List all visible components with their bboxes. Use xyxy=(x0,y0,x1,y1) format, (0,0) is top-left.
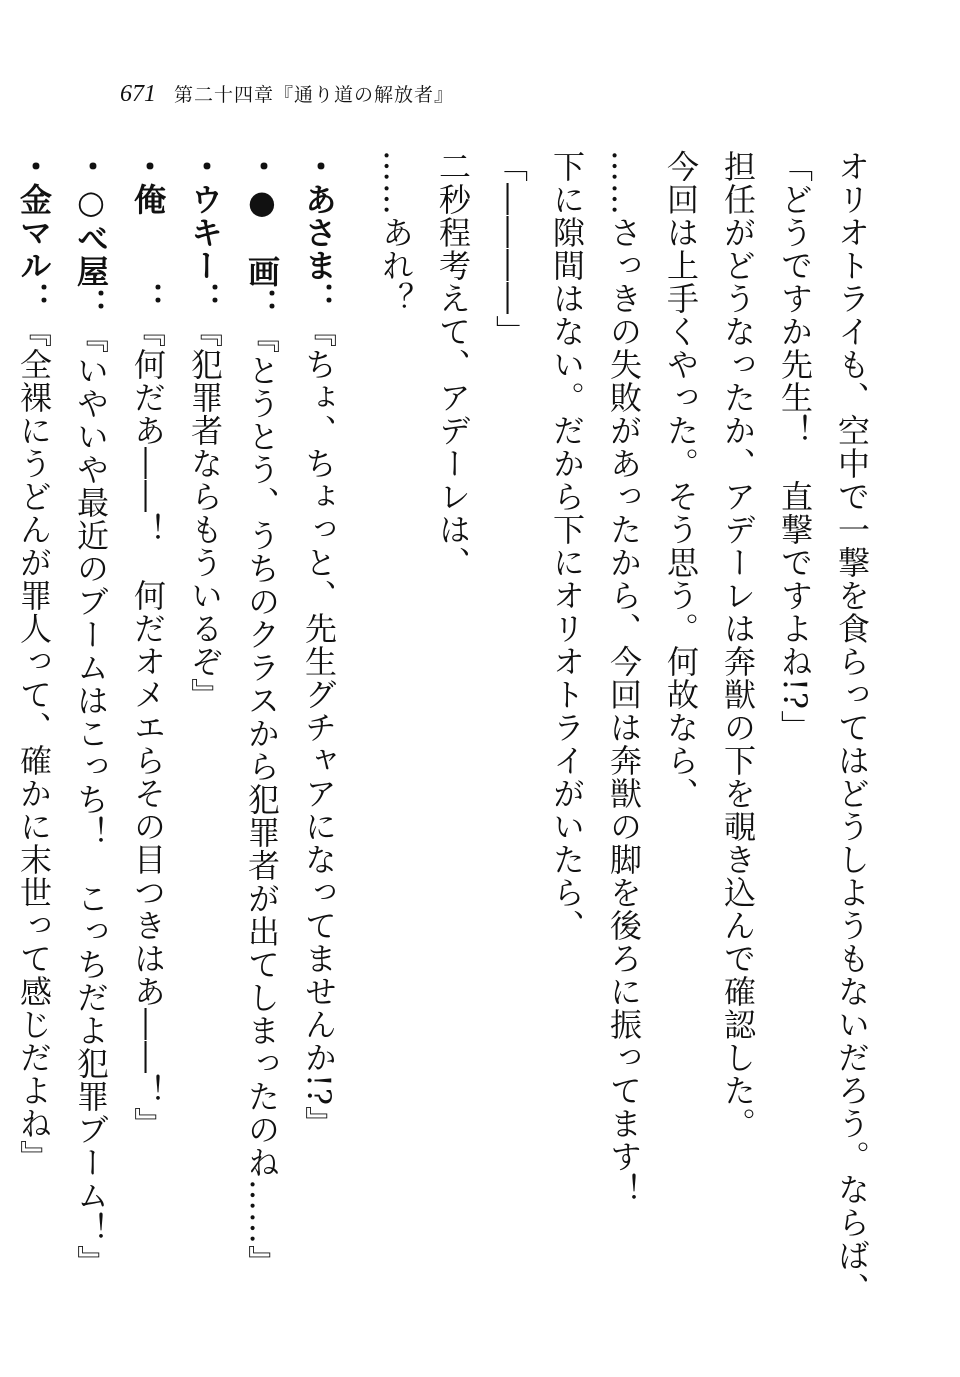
chat-message: 『いやいや最近のブームはこっち！ こっちだよ犯罪ブーム！』 xyxy=(72,321,110,1278)
page-header xyxy=(120,80,454,108)
chat-speaker: ・ウキー： xyxy=(186,150,224,315)
chat-message: 『何だあ――！ 何だオメエらその目つきはあ――！』 xyxy=(129,315,167,1140)
narration-line: 下に隙間はない。だから下にオリオトライがいたら、 xyxy=(548,150,586,942)
narration-line: 今回は上手くやった。そう思う。何故なら、 xyxy=(662,150,700,810)
dialogue-line: 「――――」 xyxy=(491,150,529,348)
narration-line: オリオトライも、空中で一撃を食らってはどうしようもないだろう。ならば、 xyxy=(833,150,871,1305)
narration-line: ……さっきの失敗があったから、今回は奔獣の脚を後ろに振ってます！ xyxy=(605,150,643,1206)
chat-message: 『犯罪者ならもういるぞ』 xyxy=(186,315,224,711)
chat-speaker: ・● 画： xyxy=(243,150,281,321)
chat-message: 『ちょ、ちょっと、先生グチャアになってませんか!?』 xyxy=(300,315,338,1140)
chat-line xyxy=(5,150,62,1270)
page-number: 671 xyxy=(120,81,156,107)
dialogue-line: 「どうですか先生！ 直撃ですよね!?」 xyxy=(776,150,814,744)
narration-line: 担任がどうなったか、アデーレは奔獣の下を覗き込んで確認した。 xyxy=(719,150,757,1140)
chat-speaker: ・金マル： xyxy=(15,150,53,315)
chat-line xyxy=(176,150,233,1270)
chat-line xyxy=(119,150,176,1270)
chat-line xyxy=(290,150,347,1270)
chat-message: 『とうとう、うちのクラスから犯罪者が出てしまったのね……』 xyxy=(243,321,281,1278)
chat-line xyxy=(233,150,290,1278)
chat-speaker: ・俺 ： xyxy=(129,150,167,315)
chapter-title: 第二十四章『通り道の解放者』 xyxy=(174,84,455,106)
chat-speaker: ・あさま： xyxy=(300,150,338,315)
narration-line xyxy=(0,150,5,1270)
chat-message: 『全裸にうどんが罪人って、確かに末世って感じだよね』 xyxy=(15,315,53,1173)
chat-line xyxy=(62,150,119,1278)
chat-speaker: ・○べ屋： xyxy=(72,150,110,321)
novel-body-text xyxy=(15,150,880,1305)
narration-line: ……あれ？ xyxy=(377,150,415,315)
section-gap xyxy=(347,150,367,1270)
narration-line: 二秒程考えて、アデーレは、 xyxy=(434,150,472,579)
